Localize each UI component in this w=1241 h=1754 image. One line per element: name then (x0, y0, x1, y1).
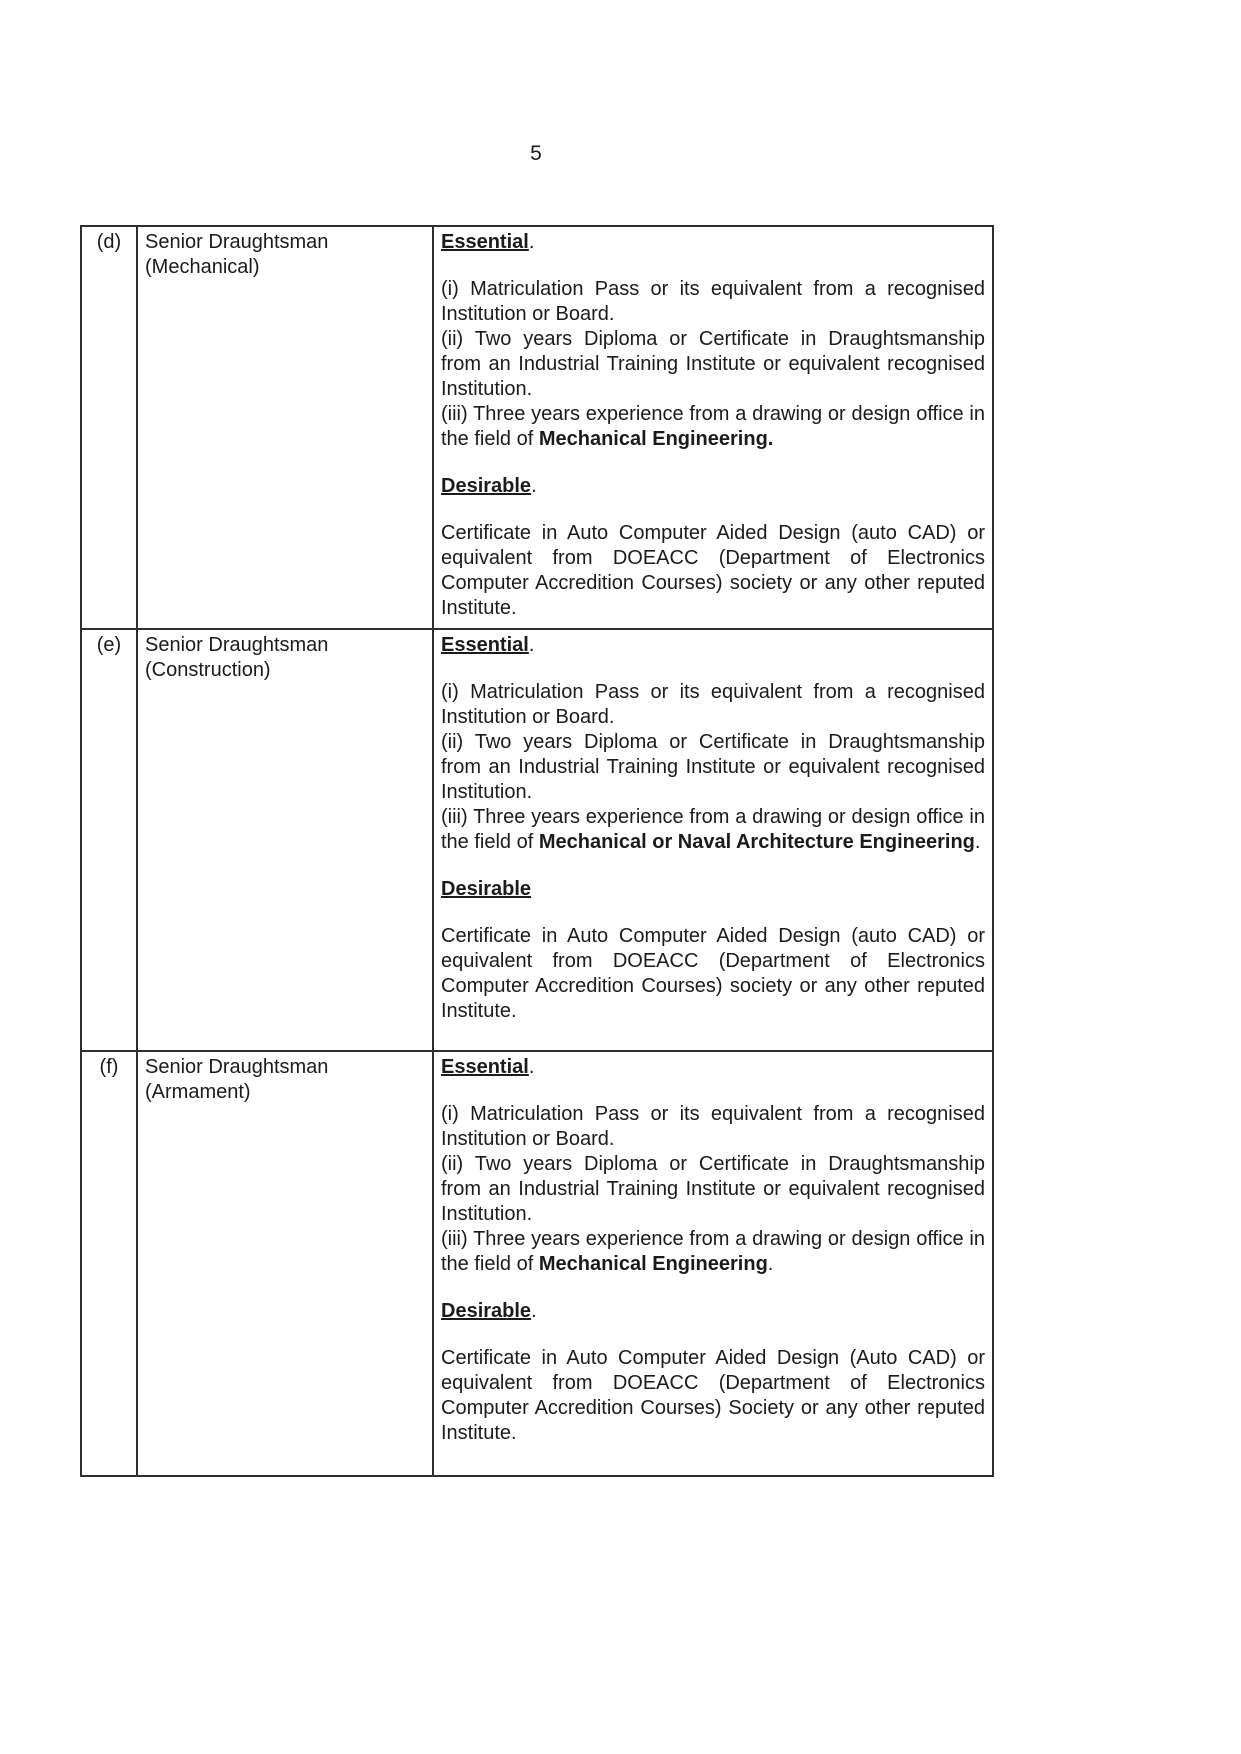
paragraph: (i) Matriculation Pass or its equivalent from a recognised Institution or Board. (441, 1103, 985, 1150)
emphasized-text: Essential (441, 1056, 529, 1078)
section-heading (441, 877, 985, 902)
table-row (81, 1051, 993, 1476)
post-title (137, 629, 433, 1051)
emphasized-text: Mechanical Engineering (538, 1253, 768, 1275)
paragraph: (i) Matriculation Pass or its equivalent from a recognised Institution or Board. (441, 278, 985, 325)
table-row (81, 226, 993, 629)
emphasized-text: Desirable (441, 1300, 532, 1322)
post-title (137, 226, 433, 629)
paragraph: (i) Matriculation Pass or its equivalent from a recognised Institution or Board. (441, 681, 985, 728)
post-title-line: (Mechanical) (145, 256, 260, 278)
section-heading: Desirable. (441, 1300, 537, 1322)
blank-line (441, 1324, 985, 1346)
qualification-content (433, 629, 993, 1051)
blank-line (441, 452, 985, 474)
paragraph: (iii) Three years experience from a drawing or design office in the field of Mechanical Engineering. (441, 1228, 985, 1275)
post-title-line: (Construction) (145, 659, 271, 681)
blank-line (441, 1277, 985, 1299)
blank-line (441, 255, 985, 277)
section-heading: Essential. (441, 634, 535, 656)
post-title (137, 1051, 433, 1476)
blank-line (441, 902, 985, 924)
emphasized-text: Desirable (441, 475, 532, 497)
paragraph: (iii) Three years experience from a drawing or design office in the field of Mechanical or Naval Architecture Engineering. (441, 806, 985, 853)
blank-line (441, 855, 985, 877)
emphasized-text: Desirable (441, 878, 532, 900)
paragraph: (iii) Three years experience from a drawing or design office in the field of Mechanical Engineering. (441, 403, 985, 450)
post-title-line: Senior Draughtsman (145, 231, 329, 253)
emphasized-text: Essential (441, 634, 529, 656)
post-title-line: Senior Draughtsman (145, 634, 329, 656)
paragraph: (ii) Two years Diploma or Certificate in Draughtsmanship from an Industrial Training Institute or equivalent recognised Institution. (441, 731, 985, 803)
emphasized-text: Mechanical Engineering. (538, 428, 774, 450)
section-heading: Essential. (441, 1056, 535, 1078)
section-heading: Essential. (441, 231, 535, 253)
blank-line (441, 1080, 985, 1102)
qualification-content (433, 1051, 993, 1476)
emphasized-text: Essential (441, 231, 529, 253)
paragraph: Certificate in Auto Computer Aided Design (auto CAD) or equivalent from DOEACC (Department of Electronics Computer Accredition Courses) society or any other reputed Institute. (441, 925, 985, 1022)
qualifications-table-body (81, 226, 993, 1476)
qualification-content (433, 226, 993, 629)
table-row (81, 629, 993, 1051)
paragraph: Certificate in Auto Computer Aided Design (Auto CAD) or equivalent from DOEACC (Department of Electronics Computer Accredition Courses) Society or any other reputed Institute. (441, 1347, 985, 1444)
post-title-line: Senior Draughtsman (145, 1056, 329, 1078)
post-title-line: (Armament) (145, 1081, 251, 1103)
paragraph: (ii) Two years Diploma or Certificate in Draughtsmanship from an Industrial Training Institute or equivalent recognised Institution. (441, 328, 985, 400)
row-key: (d) (81, 226, 137, 629)
blank-line (441, 658, 985, 680)
blank-line (441, 499, 985, 521)
emphasized-text: Mechanical or Naval Architecture Engineering (538, 831, 975, 853)
page-number: 5 (530, 142, 542, 165)
row-key: (f) (81, 1051, 137, 1476)
qualifications-table (80, 225, 994, 1477)
paragraph: (ii) Two years Diploma or Certificate in Draughtsmanship from an Industrial Training Institute or equivalent recognised Institution. (441, 1153, 985, 1225)
row-key: (e) (81, 629, 137, 1051)
paragraph: Certificate in Auto Computer Aided Design (auto CAD) or equivalent from DOEACC (Department of Electronics Computer Accredition Courses) society or any other reputed Institute. (441, 522, 985, 619)
section-heading: Desirable. (441, 475, 537, 497)
